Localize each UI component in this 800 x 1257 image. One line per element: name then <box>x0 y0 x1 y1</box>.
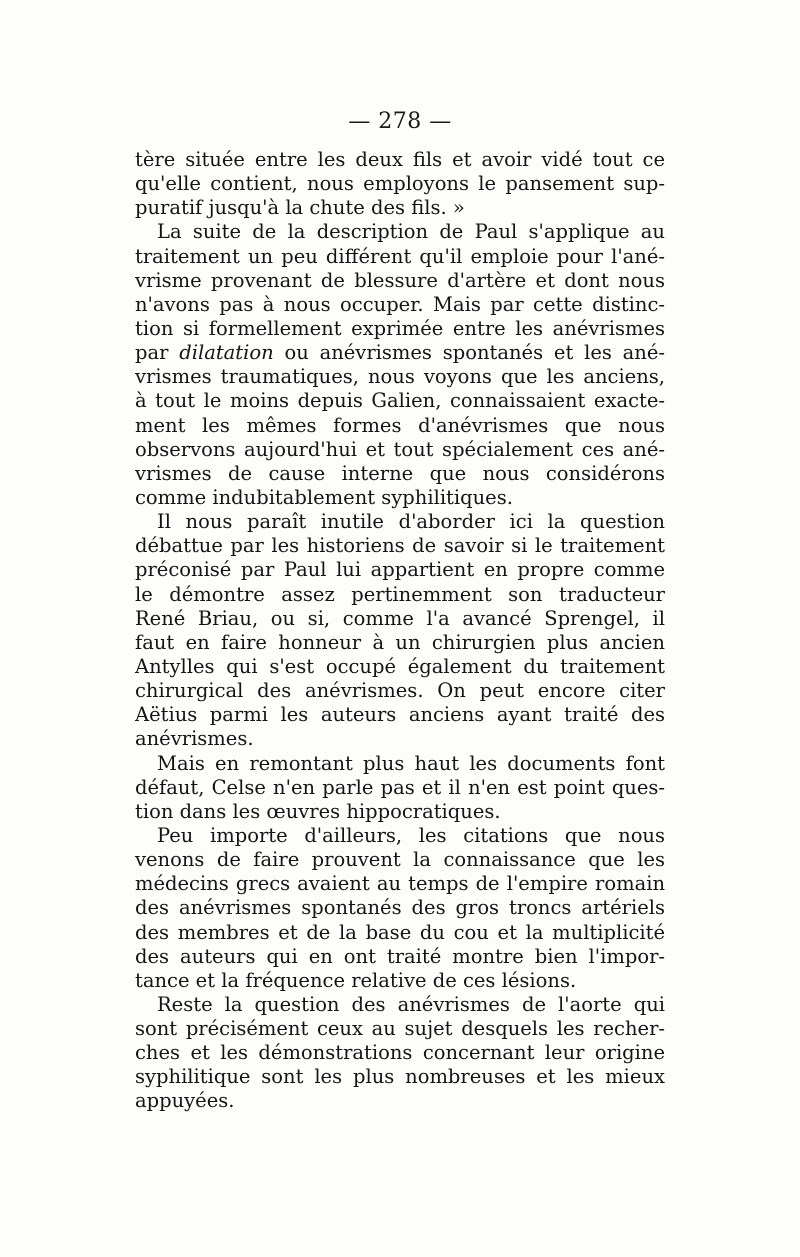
text-line: préconisé par Paul lui appartient en propre comme <box>135 558 665 582</box>
text-line: des auteurs qui en ont traité montre bien l'impor- <box>135 944 665 968</box>
text-line: vrismes traumatiques, nous voyons que les anciens, <box>135 365 665 389</box>
text-line: Mais en remontant plus haut les documents font <box>157 751 665 775</box>
text-segment: ou anévrismes spontanés et les ané- <box>273 341 665 365</box>
body-text <box>135 148 665 1114</box>
italic-term: dilatation <box>179 341 274 365</box>
text-line: des anévrismes spontanés des gros troncs artériels <box>135 896 665 920</box>
text-line: puratif jusqu'à la chute des fils. » <box>135 196 465 220</box>
text-segment: par <box>135 341 180 365</box>
text-line: vrisme provenant de blessure d'artère et dont nous <box>135 268 665 292</box>
text-line: comme indubitablement syphilitiques. <box>135 485 513 509</box>
page-number: — 278 — <box>348 109 452 134</box>
text-line: des membres et de la base du cou et la multiplicité <box>135 920 665 944</box>
text-line: tance et la fréquence relative de ces lésions. <box>135 968 577 992</box>
text-line: n'avons pas à nous occuper. Mais par cette distinc- <box>135 292 665 316</box>
text-line: Peu importe d'ailleurs, les citations que nous <box>157 823 665 847</box>
text-line: Antylles qui s'est occupé également du traitement <box>135 654 665 678</box>
text-line: Aëtius parmi les auteurs anciens ayant traité des <box>135 703 665 727</box>
text-line: appuyées. <box>135 1089 235 1113</box>
text-line: ment les mêmes formes d'anévrismes que nous <box>135 413 665 437</box>
text-line: à tout le moins depuis Galien, connaissaient exacte- <box>135 389 665 413</box>
text-line: sont précisément ceux au sujet desquels les recher- <box>135 1017 665 1041</box>
text-line: René Briau, ou si, comme l'a avancé Sprengel, il <box>135 606 665 630</box>
text-line: faut en faire honneur à un chirurgien plus ancien <box>135 630 665 654</box>
text-line: tion dans les œuvres hippocratiques. <box>135 799 501 823</box>
text-line: Reste la question des anévrismes de l'aorte qui <box>157 992 665 1016</box>
text-line: qu'elle contient, nous employons le pansement sup- <box>135 172 665 196</box>
text-line: venons de faire prouvent la connaissance que les <box>135 848 665 872</box>
text-line: traitement un peu différent qu'il emploie pour l'ané- <box>135 244 665 268</box>
text-line: observons aujourd'hui et tout spécialement ces ané- <box>135 437 665 461</box>
text-line: chirurgical des anévrismes. On peut encore citer <box>135 679 665 703</box>
text-line <box>135 341 665 365</box>
text-line: défaut, Celse n'en parle pas et il n'en est point ques- <box>135 775 665 799</box>
text-line: tère située entre les deux fils et avoir vidé tout ce <box>135 148 665 171</box>
text-line: Il nous paraît inutile d'aborder ici la question <box>157 510 665 534</box>
text-line: syphilitique sont les plus nombreuses et les mieux <box>135 1065 665 1089</box>
text-line: La suite de la description de Paul s'applique au <box>157 220 665 244</box>
text-line: ches et les démonstrations concernant leur origine <box>135 1041 665 1065</box>
text-line: médecins grecs avaient au temps de l'empire romain <box>135 872 665 896</box>
text-line: anévrismes. <box>135 727 254 751</box>
text-line: le démontre assez pertinemment son traducteur <box>135 582 665 606</box>
text-line: débattue par les historiens de savoir si le traitement <box>135 534 665 558</box>
text-line: tion si formellement exprimée entre les anévrismes <box>135 316 665 340</box>
text-line: vrismes de cause interne que nous considérons <box>135 461 665 485</box>
